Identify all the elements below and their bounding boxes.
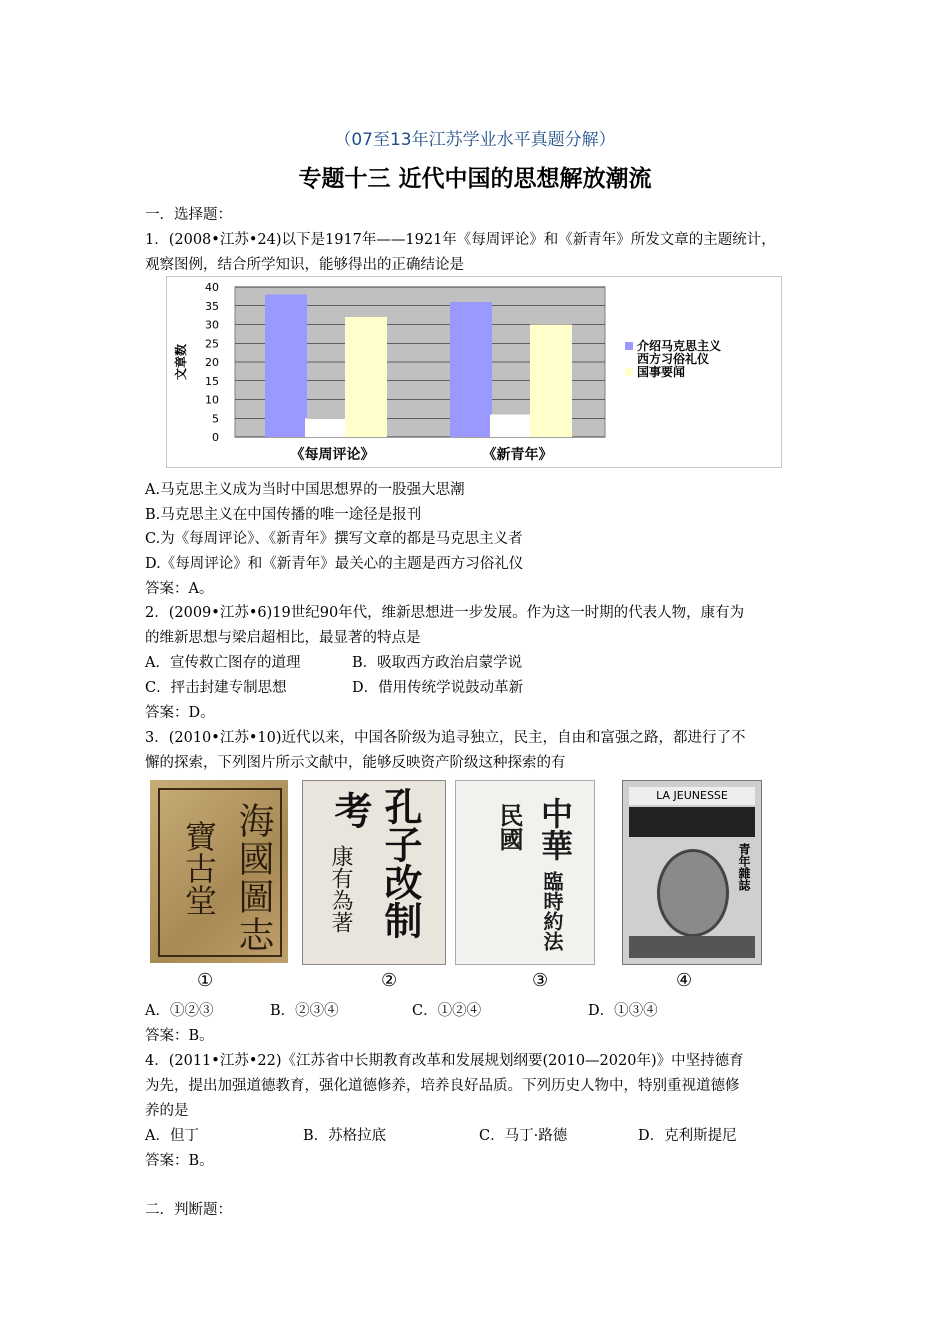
q3-option-d: D．①③④ [588, 1003, 658, 1019]
pic3-col3: 臨時約法 [540, 871, 564, 951]
y-tick-label: 25 [205, 337, 219, 351]
q1-answer: 答案：A。 [145, 581, 214, 597]
pic4-side-title: 青年雜誌 [737, 843, 751, 891]
q4-option-a: A．但丁 [145, 1128, 199, 1144]
q2-stem-cont: 的维新思想与梁启超相比，最显著的特点是 [145, 630, 421, 646]
y-tick-label: 30 [205, 318, 219, 332]
q2-answer: 答案：D。 [145, 705, 215, 721]
q2-option-c: C．抨击封建专制思想 [145, 680, 287, 696]
q2-stem: 2．(2009•江苏•6)19世纪90年代，维新思想进一步发展。作为这一时期的代表人物，康有为 [145, 605, 745, 621]
bar [345, 317, 387, 437]
q4-stem-cont-2: 养的是 [145, 1103, 189, 1119]
q4-answer: 答案：B。 [145, 1153, 214, 1169]
q2-option-b: B．吸取西方政治启蒙学说 [352, 655, 523, 671]
bar [265, 295, 307, 438]
pic2-title: 孔子改制 [378, 787, 423, 939]
q4-option-c: C．马丁·路德 [479, 1128, 568, 1144]
q4-option-d: D．克利斯提尼 [638, 1128, 737, 1144]
y-tick-label: 0 [212, 431, 219, 444]
section-heading-2: 二．判断题： [145, 1202, 232, 1218]
q4-option-b: B．苏格拉底 [303, 1128, 387, 1144]
bar [530, 325, 572, 438]
pic1-title: 海國圖志 [233, 802, 274, 954]
q3-stem: 3．(2010•江苏•10)近代以来，中国各阶级为追寻独立，民主，自由和富强之路，都进行了不 [145, 730, 746, 746]
legend-swatch [625, 368, 633, 376]
y-tick-label: 40 [205, 281, 219, 294]
legend-label: 西方习俗礼仪 [637, 352, 710, 366]
y-tick-label: 5 [212, 412, 219, 426]
q3-option-a: A．①②③ [145, 1003, 214, 1019]
pic-label-2: ② [381, 970, 398, 991]
pic-label-3: ③ [532, 970, 549, 991]
pic4-banner [629, 807, 755, 837]
q3-stem-cont: 懈的探索，下列图片所示文献中，能够反映资产阶级这种探索的有 [145, 755, 566, 771]
book-cover-haiguo-tuzhi [150, 780, 288, 963]
pic2-author: 康有為著 [328, 845, 353, 933]
q1-option-b: B.马克思主义在中国传播的唯一途径是报刊 [145, 507, 422, 523]
bar [490, 415, 532, 438]
bar-chart [166, 276, 782, 468]
q2-option-a: A．宣传救亡图存的道理 [145, 655, 301, 671]
pic-label-4: ④ [676, 970, 693, 991]
legend-swatch [625, 355, 633, 363]
pic4-header: LA JEUNESSE [629, 787, 755, 805]
q3-option-c: C．①②④ [412, 1003, 482, 1019]
book-cover-kongzi-gaizhi-kao [302, 780, 446, 965]
legend-label: 介绍马克思主义 [637, 339, 722, 353]
section-heading: 一．选择题： [145, 207, 232, 223]
q1-option-a: A.马克思主义成为当时中国思想界的一股强大思潮 [145, 482, 465, 498]
y-axis-label: 文章数 [174, 343, 188, 381]
subtitle: （07至13年江苏学业水平真题分解） [334, 130, 616, 150]
pic-label-1: ① [197, 970, 214, 991]
q3-option-b: B．②③④ [270, 1003, 339, 1019]
q1-option-c: C.为《每周评论》、《新青年》撰写文章的都是马克思主义者 [145, 531, 523, 547]
pic3-col1: 中華 [536, 797, 574, 861]
q1-option-d: D.《每周评论》和《新青年》最关心的主题是西方习俗礼仪 [145, 556, 524, 572]
page-title: 专题十三 近代中国的思想解放潮流 [298, 166, 652, 192]
x-tick-label: 《每周评论》 [290, 447, 375, 463]
y-tick-label: 15 [205, 374, 219, 388]
q3-answer: 答案：B。 [145, 1028, 214, 1044]
pic4-portrait [657, 849, 729, 937]
y-tick-label: 35 [205, 299, 219, 313]
legend-label: 国事要闻 [637, 365, 686, 379]
bar [450, 302, 492, 437]
document-linshi-yuefa [455, 780, 595, 965]
q1-stem: 1．(2008•江苏•24)以下是1917年——1921年《每周评论》和《新青年》所发文章的主题统计， [145, 232, 776, 248]
bar [305, 418, 347, 437]
pic4-footer [629, 936, 755, 958]
q1-stem-cont: 观察图例，结合所学知识，能够得出的正确结论是 [145, 257, 464, 273]
x-tick-label: 《新青年》 [482, 447, 553, 463]
magazine-cover-qingnian-zazhi [622, 780, 762, 965]
chart-svg [167, 277, 781, 467]
q4-stem-cont: 为先，提出加强道德教育，强化道德修养，培养良好品质。下列历史人物中，特别重视道德修 [145, 1078, 740, 1094]
y-tick-label: 20 [205, 356, 219, 369]
pic3-col2: 民國 [495, 803, 524, 851]
q4-stem: 4．(2011•江苏•22)《江苏省中长期教育改革和发展规划纲要(2010—2020年)》中坚持德育 [145, 1053, 744, 1069]
y-tick-label: 10 [205, 393, 219, 407]
q2-option-d: D．借用传统学说鼓动革新 [352, 680, 524, 696]
pic2-title-end: 考 [328, 791, 373, 829]
pic1-side-text: 寶古堂 [180, 820, 218, 916]
legend-swatch [625, 342, 633, 350]
